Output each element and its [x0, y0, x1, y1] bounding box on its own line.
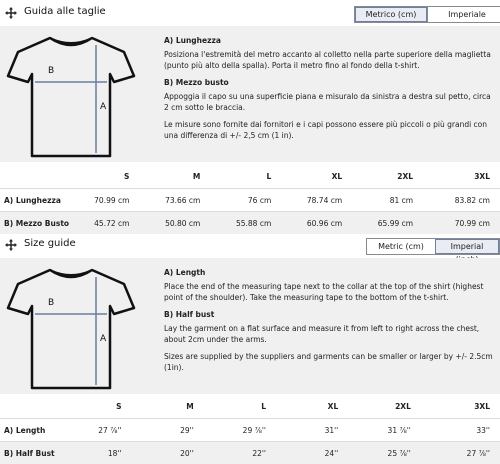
measurement-diagram-panel [0, 26, 500, 162]
length-instructions: Posiziona l'estremità del metro accanto al colletto nella parte superiore della maglietta (punto più alto della spalla). Porta il metro fino al fondo della t-shirt. [164, 49, 494, 71]
size-header-row [0, 164, 500, 189]
half-bust-instructions: Lay the garment on a flat surface and measure it from left to right across the chest, about 2cm under the arms. [164, 323, 494, 345]
size-header: S [79, 164, 139, 189]
size-header: S [71, 394, 132, 419]
size-guide-section-english [0, 232, 500, 460]
tolerance-note: Le misure sono fornite dai fornitori e i capi possono essere più piccoli o più grandi con una differenza di +/- 2,5 cm (1 in). [164, 119, 494, 141]
table-cell: 65.99 cm [352, 212, 423, 235]
imperial-toggle-button[interactable]: Imperiale [427, 7, 500, 22]
table-cell: 27 ⅞'' [71, 419, 132, 442]
unit-toggle [354, 6, 500, 23]
measure-label-a: A [100, 334, 106, 344]
table-cell: 33'' [421, 419, 500, 442]
size-header: 2XL [352, 164, 423, 189]
size-table [0, 394, 500, 464]
size-header: 2XL [348, 394, 421, 419]
size-header: XL [276, 394, 348, 419]
table-row [0, 442, 500, 464]
table-cell: 18'' [71, 442, 132, 464]
table-cell: 81 cm [352, 189, 423, 212]
metric-toggle-button[interactable]: Metrico (cm) [355, 7, 427, 22]
size-header: 3XL [421, 394, 500, 419]
move-icon[interactable] [5, 239, 17, 251]
row-label: B) Half Bust [0, 442, 71, 464]
table-cell: 27 ⅞'' [421, 442, 500, 464]
table-cell: 76 cm [210, 189, 281, 212]
measure-label-b: B [48, 66, 54, 76]
half-bust-instructions: Appoggia il capo su una superficie piana e misuralo da sinistra a destra sul petto, circa 2 cm sotto le braccia. [164, 91, 494, 113]
unit-toggle [366, 238, 500, 255]
half-bust-heading: B) Half bust [164, 309, 494, 320]
measure-label-a: A [100, 102, 106, 112]
table-cell: 78.74 cm [281, 189, 352, 212]
section-header [0, 0, 500, 26]
imperial-toggle-button[interactable]: Imperial [435, 239, 499, 254]
table-cell: 29'' [132, 419, 204, 442]
row-label: B) Mezzo Busto [0, 212, 79, 235]
tolerance-note: Sizes are supplied by the suppliers and garments can be smaller or larger by +/- 2.5cm (1in). [164, 351, 494, 373]
length-heading: A) Length [164, 267, 494, 278]
size-guide-section-italian [0, 0, 500, 230]
table-cell: 29 ⅞'' [204, 419, 276, 442]
table-row [0, 189, 500, 212]
table-cell: 50.80 cm [139, 212, 210, 235]
size-header: L [204, 394, 276, 419]
metric-toggle-button[interactable]: Metric (cm) [367, 239, 435, 254]
length-heading: A) Lunghezza [164, 35, 494, 46]
table-cell: 31'' [276, 419, 348, 442]
measurement-description [164, 32, 494, 147]
size-header-row [0, 394, 500, 419]
table-row [0, 419, 500, 442]
measurement-diagram-panel [0, 258, 500, 394]
measurement-description [164, 264, 494, 379]
table-row [0, 212, 500, 235]
section-header [0, 232, 500, 258]
page-title: Size guide [24, 238, 76, 249]
table-cell: 20'' [132, 442, 204, 464]
table-cell: 73.66 cm [139, 189, 210, 212]
half-bust-heading: B) Mezzo busto [164, 77, 494, 88]
size-header: XL [281, 164, 352, 189]
table-cell: 31 ⅞'' [348, 419, 421, 442]
measure-label-b: B [48, 298, 54, 308]
table-cell: 22'' [204, 442, 276, 464]
length-instructions: Place the end of the measuring tape next to the collar at the top of the shirt (highest point of the shoulder). Take the measuring tape to the bottom of the t-shirt. [164, 281, 494, 303]
table-cell: 25 ⅞'' [348, 442, 421, 464]
table-cell: 70.99 cm [79, 189, 139, 212]
move-icon[interactable] [5, 7, 17, 19]
table-cell: 55.88 cm [210, 212, 281, 235]
size-table [0, 164, 500, 234]
size-header: L [210, 164, 281, 189]
size-header: M [132, 394, 204, 419]
size-header: M [139, 164, 210, 189]
tshirt-diagram-icon [6, 32, 136, 158]
table-cell: 70.99 cm [423, 212, 500, 235]
row-label: A) Lunghezza [0, 189, 79, 212]
row-label: A) Length [0, 419, 71, 442]
size-header: 3XL [423, 164, 500, 189]
page-title: Guida alle taglie [24, 6, 106, 17]
table-cell: 83.82 cm [423, 189, 500, 212]
tshirt-diagram-icon [6, 264, 136, 390]
table-cell: 60.96 cm [281, 212, 352, 235]
table-cell: 45.72 cm [79, 212, 139, 235]
table-cell: 24'' [276, 442, 348, 464]
